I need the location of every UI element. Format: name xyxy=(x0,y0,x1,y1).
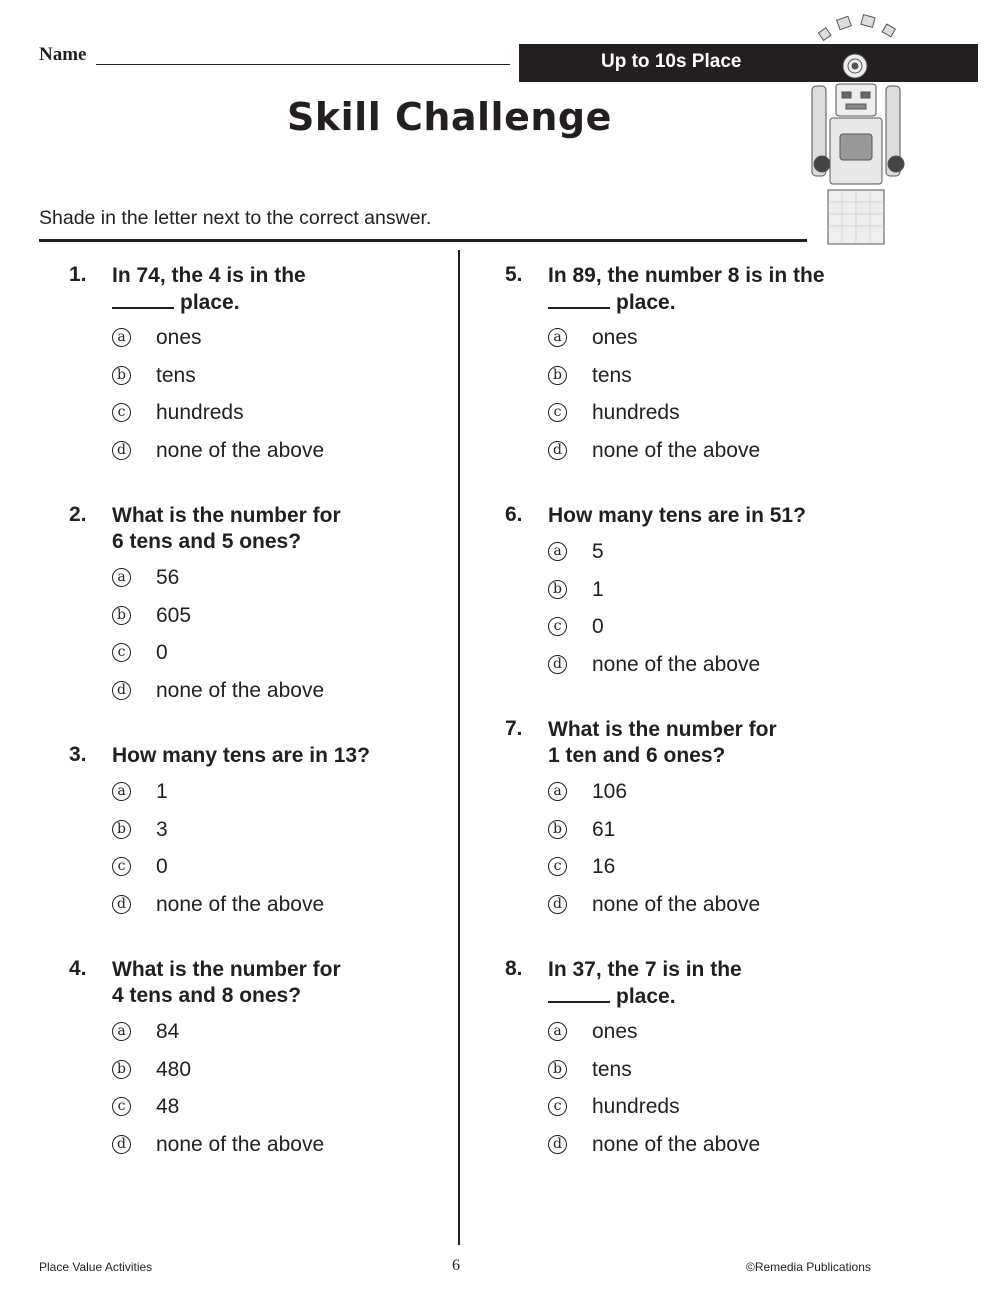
option-text: tens xyxy=(592,364,632,387)
question-text xyxy=(548,957,888,1010)
robot-illustration xyxy=(800,14,912,246)
answer-option[interactable] xyxy=(112,641,442,671)
option-text: 106 xyxy=(592,780,628,803)
answer-option[interactable] xyxy=(112,566,442,596)
question-text xyxy=(112,957,452,1009)
answer-option[interactable] xyxy=(548,615,878,645)
answer-option[interactable] xyxy=(548,653,878,683)
question-3 xyxy=(69,743,449,923)
option-bubble-d[interactable]: d xyxy=(112,681,131,700)
option-text: ones xyxy=(156,326,202,349)
instructions: Shade in the letter next to the correct answer. xyxy=(39,207,432,229)
option-bubble-a[interactable]: a xyxy=(548,1022,567,1041)
answer-option[interactable] xyxy=(548,1095,878,1125)
option-bubble-d[interactable]: d xyxy=(548,441,567,460)
question-text-part: 6 tens and 5 ones? xyxy=(112,530,302,553)
answer-option[interactable] xyxy=(548,578,878,608)
option-bubble-c[interactable]: c xyxy=(548,1097,567,1116)
option-bubble-a[interactable]: a xyxy=(112,568,131,587)
option-text: 5 xyxy=(592,540,604,563)
question-text xyxy=(548,717,888,769)
option-bubble-d[interactable]: d xyxy=(112,441,131,460)
option-bubble-b[interactable]: b xyxy=(112,1060,131,1079)
option-text: 84 xyxy=(156,1020,180,1043)
question-text-part: In 37, the 7 is in the xyxy=(548,958,742,981)
question-text-part: What is the number for xyxy=(548,718,777,741)
column-divider xyxy=(458,250,460,1245)
answer-option[interactable] xyxy=(548,439,878,469)
option-bubble-c[interactable]: c xyxy=(548,617,567,636)
question-text xyxy=(112,743,452,769)
question-2 xyxy=(69,503,449,713)
answer-option[interactable] xyxy=(548,326,878,356)
option-text: none of the above xyxy=(592,653,761,676)
option-bubble-b[interactable]: b xyxy=(112,606,131,625)
option-text: 1 xyxy=(592,578,604,601)
option-text: none of the above xyxy=(156,1133,325,1156)
answer-option[interactable] xyxy=(548,1133,878,1163)
option-text: 16 xyxy=(592,855,616,878)
question-text-part: In 89, the number 8 is in the xyxy=(548,264,825,287)
answer-option[interactable] xyxy=(548,780,878,810)
option-text: none of the above xyxy=(592,893,761,916)
option-text: ones xyxy=(592,326,638,349)
question-text-part: 4 tens and 8 ones? xyxy=(112,984,302,1007)
option-text: hundreds xyxy=(156,401,244,424)
question-number: 4. xyxy=(69,957,87,980)
option-bubble-b[interactable]: b xyxy=(112,366,131,385)
answer-option[interactable] xyxy=(548,1058,878,1088)
question-number: 7. xyxy=(505,717,523,740)
option-text: 605 xyxy=(156,604,192,627)
option-bubble-c[interactable]: c xyxy=(548,403,567,422)
answer-option[interactable] xyxy=(548,818,878,848)
question-text-part: place. xyxy=(616,985,676,1008)
option-text: none of the above xyxy=(156,439,325,462)
option-text: hundreds xyxy=(592,401,680,424)
option-bubble-b[interactable]: b xyxy=(548,580,567,599)
question-text-part: place. xyxy=(180,291,240,314)
option-text: ones xyxy=(592,1020,638,1043)
option-bubble-c[interactable]: c xyxy=(112,643,131,662)
question-text-part: 1 ten and 6 ones? xyxy=(548,744,726,767)
answer-option[interactable] xyxy=(112,364,442,394)
question-text-part: How many tens are in 13? xyxy=(112,744,370,767)
option-text: 48 xyxy=(156,1095,180,1118)
question-text-part: What is the number for xyxy=(112,504,341,527)
answer-option[interactable] xyxy=(548,893,878,923)
question-number: 3. xyxy=(69,743,87,766)
option-bubble-d[interactable]: d xyxy=(548,655,567,674)
question-text-part: place. xyxy=(616,291,676,314)
option-bubble-b[interactable]: b xyxy=(548,366,567,385)
answer-blank xyxy=(548,289,610,309)
name-label: Name xyxy=(39,44,87,65)
question-text xyxy=(112,503,452,555)
question-number: 1. xyxy=(69,263,87,286)
question-text xyxy=(548,263,888,316)
option-text: none of the above xyxy=(156,679,325,702)
option-bubble-c[interactable]: c xyxy=(112,857,131,876)
option-bubble-d[interactable]: d xyxy=(112,1135,131,1154)
option-text: 0 xyxy=(156,641,168,664)
option-bubble-a[interactable]: a xyxy=(548,328,567,347)
option-bubble-b[interactable]: b xyxy=(112,820,131,839)
question-text-part: What is the number for xyxy=(112,958,341,981)
question-text-part: How many tens are in 51? xyxy=(548,504,806,527)
option-bubble-a[interactable]: a xyxy=(112,1022,131,1041)
question-number: 5. xyxy=(505,263,523,286)
answer-blank xyxy=(112,289,174,309)
question-1 xyxy=(69,263,449,473)
answer-option[interactable] xyxy=(112,1020,442,1050)
option-bubble-c[interactable]: c xyxy=(112,1097,131,1116)
answer-option[interactable] xyxy=(112,1133,442,1163)
question-text-part: In 74, the 4 is in the xyxy=(112,264,306,287)
topic-banner-text: Up to 10s Place xyxy=(601,51,742,72)
question-number: 2. xyxy=(69,503,87,526)
question-5 xyxy=(505,263,885,473)
answer-option[interactable] xyxy=(548,401,878,431)
option-bubble-c[interactable]: c xyxy=(548,857,567,876)
option-bubble-d[interactable]: d xyxy=(548,895,567,914)
question-6 xyxy=(505,503,885,683)
question-4 xyxy=(69,957,449,1167)
option-bubble-c[interactable]: c xyxy=(112,403,131,422)
option-text: tens xyxy=(156,364,196,387)
option-bubble-d[interactable]: d xyxy=(112,895,131,914)
option-bubble-a[interactable]: a xyxy=(112,782,131,801)
option-text: 0 xyxy=(156,855,168,878)
name-input-line[interactable] xyxy=(96,64,510,65)
option-bubble-a[interactable]: a xyxy=(112,328,131,347)
answer-option[interactable] xyxy=(112,780,442,810)
option-text: 0 xyxy=(592,615,604,638)
option-text: 1 xyxy=(156,780,168,803)
answer-option[interactable] xyxy=(112,401,442,431)
option-bubble-a[interactable]: a xyxy=(548,542,567,561)
answer-option[interactable] xyxy=(112,855,442,885)
option-text: 3 xyxy=(156,818,168,841)
option-text: 56 xyxy=(156,566,180,589)
answer-option[interactable] xyxy=(112,679,442,709)
option-bubble-d[interactable]: d xyxy=(548,1135,567,1154)
answer-option[interactable] xyxy=(112,818,442,848)
option-bubble-b[interactable]: b xyxy=(548,820,567,839)
answer-option[interactable] xyxy=(548,1020,878,1050)
answer-option[interactable] xyxy=(548,540,878,570)
option-text: hundreds xyxy=(592,1095,680,1118)
answer-option[interactable] xyxy=(112,893,442,923)
answer-option[interactable] xyxy=(112,326,442,356)
footer-page-number: 6 xyxy=(452,1257,460,1274)
footer-book-title: Place Value Activities xyxy=(39,1260,153,1274)
footer-publisher: ©Remedia Publications xyxy=(746,1260,871,1274)
answer-option[interactable] xyxy=(112,604,442,634)
question-8 xyxy=(505,957,885,1167)
question-text xyxy=(548,503,888,529)
header-divider xyxy=(39,239,807,242)
option-bubble-a[interactable]: a xyxy=(548,782,567,801)
answer-blank xyxy=(548,983,610,1003)
option-text: none of the above xyxy=(592,439,761,462)
question-number: 8. xyxy=(505,957,523,980)
answer-option[interactable] xyxy=(548,855,878,885)
answer-option[interactable] xyxy=(112,439,442,469)
answer-option[interactable] xyxy=(112,1058,442,1088)
question-number: 6. xyxy=(505,503,523,526)
option-bubble-b[interactable]: b xyxy=(548,1060,567,1079)
answer-option[interactable] xyxy=(548,364,878,394)
question-7 xyxy=(505,717,885,927)
option-text: 61 xyxy=(592,818,616,841)
question-text xyxy=(112,263,452,316)
page-title: Skill Challenge xyxy=(287,95,612,139)
option-text: 480 xyxy=(156,1058,192,1081)
answer-option[interactable] xyxy=(112,1095,442,1125)
option-text: none of the above xyxy=(156,893,325,916)
option-text: none of the above xyxy=(592,1133,761,1156)
option-text: tens xyxy=(592,1058,632,1081)
